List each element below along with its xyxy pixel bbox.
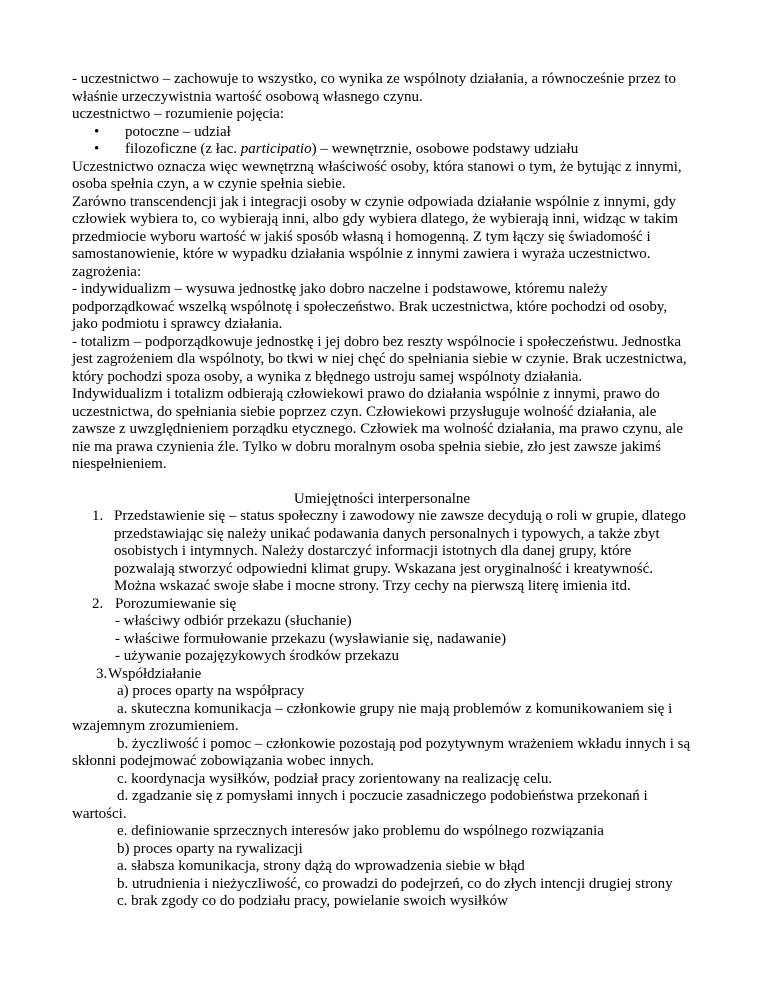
list-text: - używanie pozajęzykowych środków przekazu bbox=[115, 648, 400, 664]
paragraph-line: zawsze z uwzględnieniem porządku etycznego. Człowiek ma wolność działania, ma prawo czynu, ale bbox=[72, 421, 684, 437]
bullet-text-latin: participatio bbox=[240, 141, 312, 157]
sub-item: a. skuteczna komunikacja – członkowie grupy nie mają problemów z komunikowaniem się i bbox=[117, 700, 673, 717]
paragraph-line: - indywidualizm – wysuwa jednostkę jako dobro naczelne i podstawowe, któremu należy bbox=[72, 281, 608, 297]
list-item bbox=[72, 596, 692, 614]
list-number: 2. bbox=[92, 595, 104, 612]
bullet-text-pre: filozoficzne (z łac. bbox=[125, 141, 241, 157]
bullet-text: potoczne – udział bbox=[125, 123, 231, 140]
paragraph-line: niespełnieniem. bbox=[72, 456, 167, 472]
list-text: Porozumiewanie się bbox=[115, 595, 237, 612]
sub-item: b. życzliwość i pomoc – członkowie pozostają pod pozytywnym wrażeniem wkładu innych i są bbox=[117, 735, 691, 752]
subsection-head: a) proces oparty na współpracy bbox=[117, 683, 305, 699]
sub-item: c. brak zgody co do podziału pracy, powielanie swoich wysiłków bbox=[117, 893, 509, 909]
sub-item-cont: skłonni podejmować zobowiązania wobec innych. bbox=[72, 753, 374, 769]
paragraph-line: podporządkować wszelką wspólnotę i społeczeństwo. Brak uczestnictwa, które pochodzi od osoby, bbox=[72, 298, 668, 315]
list-text: Przedstawienie się – status społeczny i zawodowy nie zawsze decydują o roli w grupie, dlatego bbox=[114, 508, 686, 524]
paragraph-line: zagrożenia: bbox=[72, 263, 142, 280]
numbered-item-1 bbox=[72, 508, 692, 596]
paragraph-line: samostanowienie, które w wypadku działania wspólnie z innymi zawiera i wyraża uczestnictwo. bbox=[72, 246, 651, 262]
bullet-icon: • bbox=[94, 141, 100, 157]
numbered-item-3 bbox=[72, 666, 692, 911]
list-text: - właściwe formułowanie przekazu (wysławianie się, nadawanie) bbox=[115, 630, 507, 647]
paragraph-line: - totalizm – podporządkowuje jednostkę i jej dobro bez reszty wspólnocie i społeczeństwu. Jednostka bbox=[72, 333, 682, 350]
sub-item: c. koordynacja wysiłków, podział pracy zorientowany na realizację celu. bbox=[117, 770, 553, 787]
intro-line: uczestnictwo – rozumienie pojęcia: bbox=[72, 106, 284, 122]
sub-item-cont: wzajemnym zrozumieniem. bbox=[72, 718, 239, 734]
sub-item: b. utrudnienia i nieżyczliwość, co prowadzi do podejrzeń, co do złych intencji drugiej strony bbox=[117, 875, 673, 892]
bullet-icon: • bbox=[94, 123, 100, 140]
paragraph-line: człowiek wybiera to, co wybierają inni, albo gdy wybiera dlatego, że wybierają inni, widząc w takim bbox=[72, 211, 679, 227]
list-item bbox=[72, 666, 692, 684]
body-paragraphs bbox=[72, 159, 692, 474]
paragraph-line: osoba spełnia czyn, a w czynie spełnia siebie. bbox=[72, 176, 346, 192]
sub-item: e. definiowanie sprzecznych interesów jako problemu do wspólnego rozwiązania bbox=[117, 823, 604, 839]
list-number: 1. bbox=[92, 508, 104, 524]
paragraph-line: jako podmiotu i sprawcy działania. bbox=[72, 316, 283, 332]
intro-line: właśnie urzeczywistnia wartość osobową własnego czynu. bbox=[72, 88, 423, 105]
list-text: osobistych i intymnych. Należy dostarczyć informacji istotnych dla danej grupy, które bbox=[114, 543, 632, 559]
paragraph-line: Zarówno transcendencji jak i integracji osoby w czynie odpowiada działanie wspólnie z innymi, gdy bbox=[72, 193, 676, 210]
list-item bbox=[72, 508, 692, 526]
list-text: - właściwy odbiór przekazu (słuchanie) bbox=[115, 613, 352, 629]
paragraph-line: Uczestnictwo oznacza więc wewnętrzną właściwość osoby, która stanowi o tym, że bytując z innymi, bbox=[72, 158, 682, 175]
paragraph-line: Indywidualizm i totalizm odbierają człowiekowi prawo do działania wspólnie z innymi, prawo do bbox=[72, 386, 660, 402]
section-title: Umiejętności interpersonalne bbox=[293, 490, 471, 507]
list-text: Współdziałanie bbox=[108, 665, 202, 682]
sub-item-cont: wartości. bbox=[72, 805, 127, 822]
bullet-text-post: ) – wewnętrznie, osobowe podstawy udziału bbox=[311, 141, 579, 157]
document-page bbox=[72, 71, 692, 911]
list-number: 3. bbox=[96, 665, 108, 682]
list-text: przedstawiając się należy unikać podawania danych personalnych i typowych, a także zbyt bbox=[114, 525, 660, 542]
paragraph-line: uczestnictwa, do spełniania siebie poprzez czyn. Człowiekowi przysługuje wolność działania, ale bbox=[72, 403, 657, 420]
paragraph-line: jest zagrożeniem dla wspólnoty, bo tkwi w niej chęć do spełniania siebie w czynie. Brak uczestnictwa, bbox=[72, 351, 687, 367]
subsection-head: b) proces oparty na rywalizacji bbox=[117, 840, 303, 857]
list-text: Można wskazać swoje słabe i mocne strony. Trzy cechy na pierwszą literę imienia itd. bbox=[114, 578, 631, 594]
sub-item: a. słabsza komunikacja, strony dążą do wprowadzenia siebie w błąd bbox=[117, 858, 525, 874]
bullet-item bbox=[72, 124, 692, 142]
intro-line: - uczestnictwo – zachowuje to wszystko, co wynika ze wspólnoty działania, a równocześnie przez to bbox=[72, 71, 676, 87]
numbered-item-2 bbox=[72, 596, 692, 666]
bullet-item bbox=[72, 141, 692, 159]
paragraph-line: nie ma prawa czynienia źle. Tylko w dobru moralnym osoba spełnia siebie, zło jest zawsze jakimś bbox=[72, 438, 661, 455]
list-text: pozwalają stworzyć odpowiedni klimat grupy. Wskazana jest oryginalność i kreatywność. bbox=[114, 560, 654, 577]
sub-item: d. zgadzanie się z pomysłami innych i poczucie zasadniczego podobieństwa przekonań i bbox=[117, 788, 648, 804]
paragraph-line: przedmiocie wyboru wartość w jakiś sposób własną i homogenną. Z tym łączy się świadomość i bbox=[72, 228, 651, 245]
paragraph-line: który pochodzi spoza osoby, a wynika z błędnego ustroju samej wspólnoty działania. bbox=[72, 368, 583, 385]
